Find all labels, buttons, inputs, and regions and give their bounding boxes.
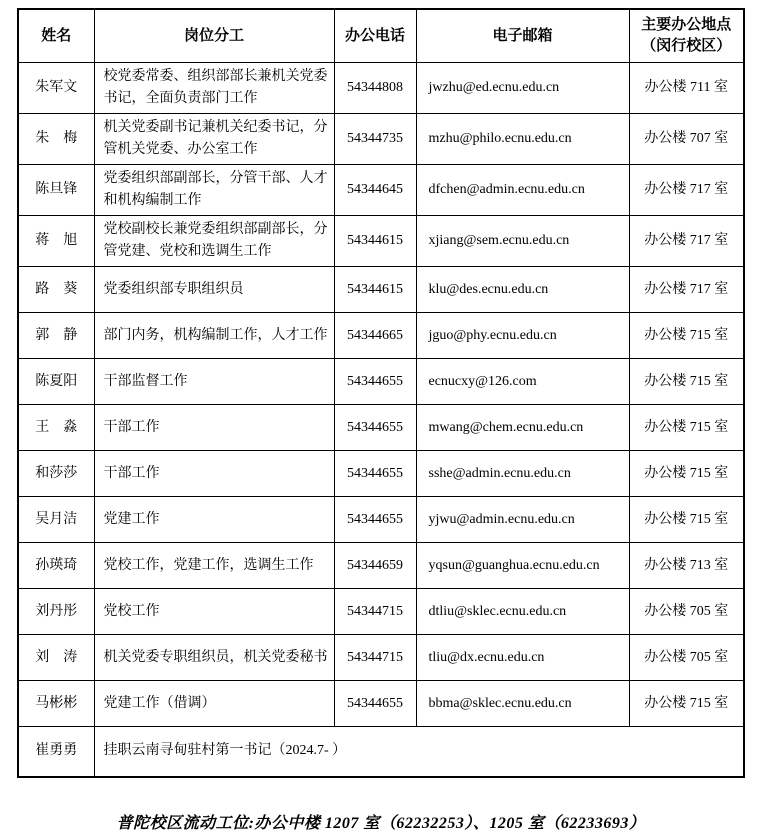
email-cell: tliu@dx.ecnu.edu.cn	[416, 635, 629, 681]
duty-cell: 部门内务，机构编制工作，人才工作	[94, 313, 334, 359]
duty-cell: 干部工作	[94, 451, 334, 497]
duty-cell-merged: 挂职云南寻甸驻村第一书记（2024.7- ）	[94, 727, 744, 777]
location-cell: 办公楼 715 室	[629, 359, 744, 405]
location-cell: 办公楼 715 室	[629, 681, 744, 727]
phone-cell: 54344655	[334, 359, 416, 405]
header-duty: 岗位分工	[94, 9, 334, 63]
header-phone: 办公电话	[334, 9, 416, 63]
location-cell: 办公楼 717 室	[629, 165, 744, 216]
location-cell: 办公楼 707 室	[629, 114, 744, 165]
email-cell: klu@des.ecnu.edu.cn	[416, 267, 629, 313]
duty-cell: 党委组织部副部长，分管干部、人才和机构编制工作	[94, 165, 334, 216]
phone-cell: 54344615	[334, 267, 416, 313]
email-cell: mzhu@philo.ecnu.edu.cn	[416, 114, 629, 165]
table-row	[18, 405, 744, 451]
email-cell: yqsun@guanghua.ecnu.edu.cn	[416, 543, 629, 589]
duty-cell: 党建工作	[94, 497, 334, 543]
header-email: 电子邮箱	[416, 9, 629, 63]
email-cell: ecnucxy@126.com	[416, 359, 629, 405]
name-cell: 陈夏阳	[18, 359, 94, 405]
duty-cell: 机关党委专职组织员，机关党委秘书	[94, 635, 334, 681]
table-row	[18, 681, 744, 727]
duty-cell: 党委组织部专职组织员	[94, 267, 334, 313]
location-cell: 办公楼 717 室	[629, 216, 744, 267]
name-cell: 刘丹彤	[18, 589, 94, 635]
phone-cell: 54344615	[334, 216, 416, 267]
name-cell: 孙瑛琦	[18, 543, 94, 589]
phone-cell: 54344655	[334, 497, 416, 543]
phone-cell: 54344665	[334, 313, 416, 359]
name-cell: 刘 涛	[18, 635, 94, 681]
table-row	[18, 63, 744, 114]
name-cell: 朱 梅	[18, 114, 94, 165]
table-row	[18, 313, 744, 359]
name-cell: 和莎莎	[18, 451, 94, 497]
header-row	[18, 9, 744, 63]
location-cell: 办公楼 711 室	[629, 63, 744, 114]
email-cell: mwang@chem.ecnu.edu.cn	[416, 405, 629, 451]
email-cell: yjwu@admin.ecnu.edu.cn	[416, 497, 629, 543]
duty-cell: 党校副校长兼党委组织部副部长，分管党建、党校和选调生工作	[94, 216, 334, 267]
duty-cell: 党校工作，党建工作，选调生工作	[94, 543, 334, 589]
phone-cell: 54344735	[334, 114, 416, 165]
location-cell: 办公楼 715 室	[629, 313, 744, 359]
table-row	[18, 543, 744, 589]
table-row	[18, 216, 744, 267]
email-cell: jguo@phy.ecnu.edu.cn	[416, 313, 629, 359]
email-cell: dfchen@admin.ecnu.edu.cn	[416, 165, 629, 216]
table-row	[18, 165, 744, 216]
phone-cell: 54344655	[334, 681, 416, 727]
phone-cell: 54344659	[334, 543, 416, 589]
header-location-line1: 主要办公地点	[641, 17, 732, 33]
location-cell: 办公楼 705 室	[629, 589, 744, 635]
name-cell: 马彬彬	[18, 681, 94, 727]
phone-cell: 54344655	[334, 451, 416, 497]
name-cell: 吴月洁	[18, 497, 94, 543]
phone-cell: 54344655	[334, 405, 416, 451]
name-cell: 王 淼	[18, 405, 94, 451]
table-row	[18, 497, 744, 543]
duty-cell: 干部监督工作	[94, 359, 334, 405]
table-row	[18, 635, 744, 681]
table-row	[18, 589, 744, 635]
name-cell: 朱军文	[18, 63, 94, 114]
location-cell: 办公楼 717 室	[629, 267, 744, 313]
putuo-campus-note: 普陀校区流动工位:办公中楼 1207 室（62232253）、1205 室（62233693）	[116, 815, 646, 832]
phone-cell: 54344808	[334, 63, 416, 114]
table-row	[18, 114, 744, 165]
name-cell: 崔勇勇	[18, 727, 94, 777]
email-cell: bbma@sklec.ecnu.edu.cn	[416, 681, 629, 727]
phone-cell: 54344715	[334, 589, 416, 635]
staff-contact-table	[17, 8, 745, 778]
header-location-line2: （闵行校区）	[641, 38, 732, 54]
duty-cell: 党校工作	[94, 589, 334, 635]
duty-cell: 校党委常委、组织部部长兼机关党委书记，全面负责部门工作	[94, 63, 334, 114]
location-cell: 办公楼 713 室	[629, 543, 744, 589]
phone-cell: 54344645	[334, 165, 416, 216]
name-cell: 陈旦锋	[18, 165, 94, 216]
name-cell: 蒋 旭	[18, 216, 94, 267]
email-cell: xjiang@sem.ecnu.edu.cn	[416, 216, 629, 267]
table-row	[18, 451, 744, 497]
name-cell: 路 葵	[18, 267, 94, 313]
location-cell: 办公楼 715 室	[629, 405, 744, 451]
email-cell: sshe@admin.ecnu.edu.cn	[416, 451, 629, 497]
location-cell: 办公楼 705 室	[629, 635, 744, 681]
table-row	[18, 267, 744, 313]
duty-cell: 党建工作（借调）	[94, 681, 334, 727]
header-location	[629, 9, 744, 63]
table-row-merged	[18, 727, 744, 777]
email-cell: jwzhu@ed.ecnu.edu.cn	[416, 63, 629, 114]
duty-cell: 机关党委副书记兼机关纪委书记，分管机关党委、办公室工作	[94, 114, 334, 165]
duty-cell: 干部工作	[94, 405, 334, 451]
header-name: 姓名	[18, 9, 94, 63]
location-cell: 办公楼 715 室	[629, 497, 744, 543]
table-row	[18, 359, 744, 405]
email-cell: dtliu@sklec.ecnu.edu.cn	[416, 589, 629, 635]
name-cell: 郭 静	[18, 313, 94, 359]
location-cell: 办公楼 715 室	[629, 451, 744, 497]
phone-cell: 54344715	[334, 635, 416, 681]
